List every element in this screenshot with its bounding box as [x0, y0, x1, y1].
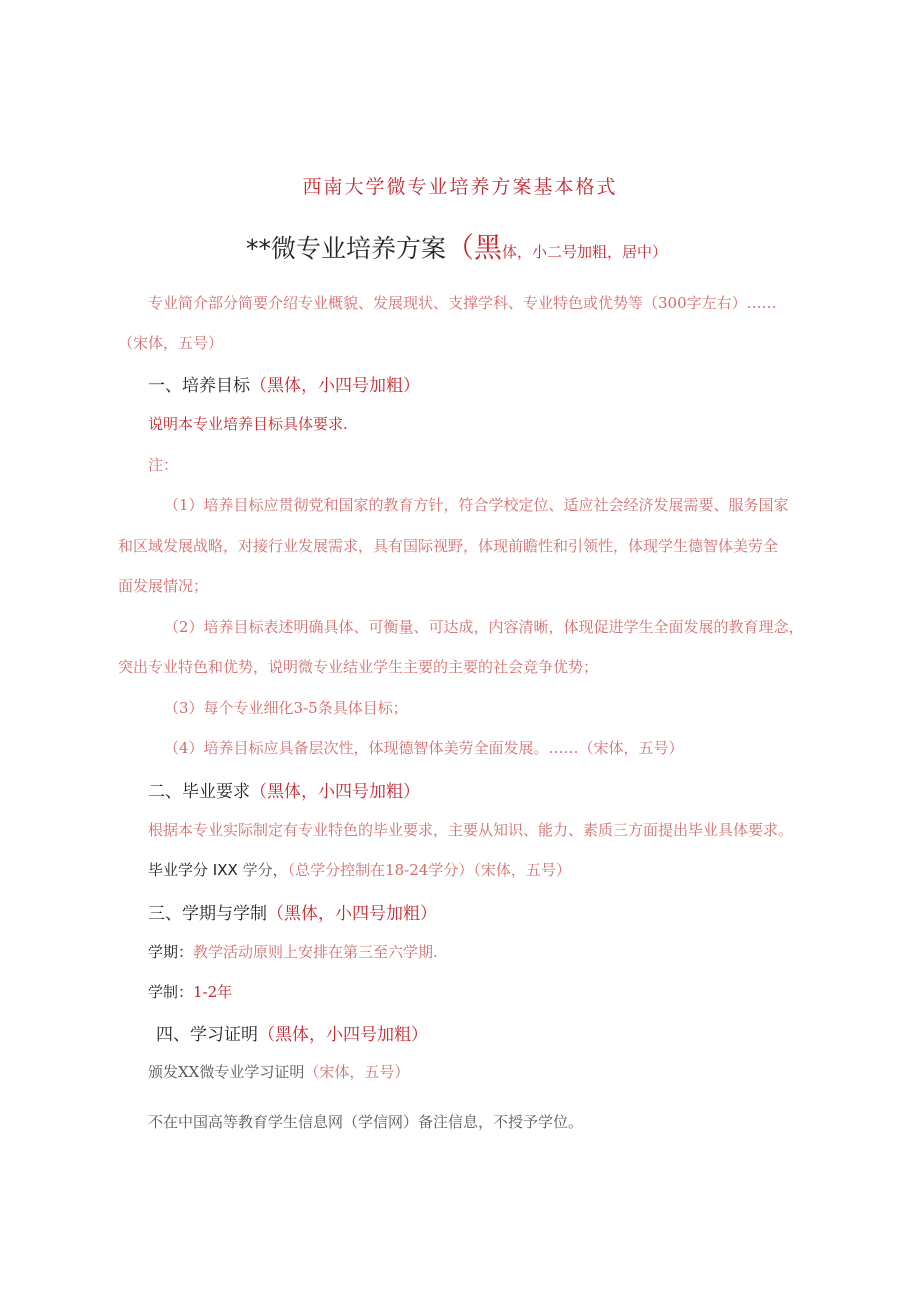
main-title-note-rest: 体，小二号加粗，居中） — [502, 243, 668, 261]
intro-line-1: 专业简介部分简要介绍专业概貌、发展现状、支撑学科、专业特色或优势等（300字左右）…… — [148, 294, 777, 312]
item-2-line-2: 突出专业特色和优势，说明微专业结业学生主要的主要的社会竞争优势； — [118, 658, 599, 676]
section1-desc: 说明本专业培养目标具体要求. — [148, 415, 348, 433]
duration-label: 学制： — [148, 983, 194, 1001]
item-1-line-3: 面发展情况； — [118, 577, 209, 595]
section4-heading — [156, 1020, 428, 1045]
section3-title: 三、学期与学制 — [148, 904, 267, 924]
section2-note: （黑体，小四号加粗） — [250, 782, 420, 802]
main-title-text: **微专业培养方案 — [246, 234, 447, 263]
term-label: 学期： — [148, 943, 194, 961]
section1-title: 一、培养目标 — [148, 376, 250, 396]
item-1-line-1: （1）培养目标应贯彻党和国家的教育方针，符合学校定位、适应社会经济发展需要、服务国家 — [164, 496, 789, 514]
credit-label: 毕业学分 — [148, 861, 209, 879]
section1-note-label: 注： — [148, 456, 179, 474]
duration-line — [148, 981, 232, 1002]
doc-title: 西南大学微专业培养方案基本格式 — [302, 176, 618, 198]
main-title-note-open: （ — [446, 231, 475, 264]
section3-heading — [148, 899, 437, 924]
cert-note: （宋体，五号） — [304, 1063, 410, 1081]
section1-heading — [148, 371, 420, 396]
item-4-line-1: （4）培养目标应具备层次性，体现德智体美劳全面发展。……（宋体，五号） — [164, 739, 684, 757]
credit-note: （总学分控制在18-24学分）（宋体，五号） — [287, 861, 571, 879]
section3-note: （黑体，小四号加粗） — [267, 904, 437, 924]
section4-note: （黑体，小四号加粗） — [258, 1025, 428, 1045]
duration-value: 1-2年 — [193, 983, 233, 1001]
section4-title: 四、学习证明 — [156, 1025, 258, 1045]
main-title — [246, 226, 667, 266]
cert-remark: 不在中国高等教育学生信息网（学信网）备注信息，不授予学位。 — [148, 1113, 584, 1131]
section2-title: 二、毕业要求 — [148, 782, 250, 802]
section2-desc: 根据本专业实际制定有专业特色的毕业要求，主要从知识、能力、素质三方面提出毕业具体要求。 — [148, 821, 794, 839]
section1-note: （黑体，小四号加粗） — [250, 376, 420, 396]
term-value: 教学活动原则上安排在第三至六学期. — [193, 943, 438, 961]
main-title-note-big: 黑 — [474, 231, 503, 264]
term-line — [148, 941, 438, 962]
item-1-line-2: 和区域发展战略，对接行业发展需求，具有国际视野，体现前瞻性和引领性，体现学生德智体美劳全 — [118, 537, 779, 555]
credit-unit: 学分， — [242, 861, 288, 879]
item-3-line-1: （3）每个专业细化3-5条具体目标； — [164, 699, 408, 717]
cert-line — [148, 1061, 409, 1082]
item-2-line-1: （2）培养目标表述明确具体、可衡量、可达成，内容清晰，体现促进学生全面发展的教育理念， — [164, 618, 804, 636]
cert-text: 颁发XX微专业学习证明 — [148, 1063, 305, 1081]
intro-line-2: （宋体，五号） — [118, 334, 224, 352]
credit-line — [148, 859, 571, 880]
section2-heading — [148, 777, 420, 802]
credit-value: IXX — [212, 861, 238, 879]
